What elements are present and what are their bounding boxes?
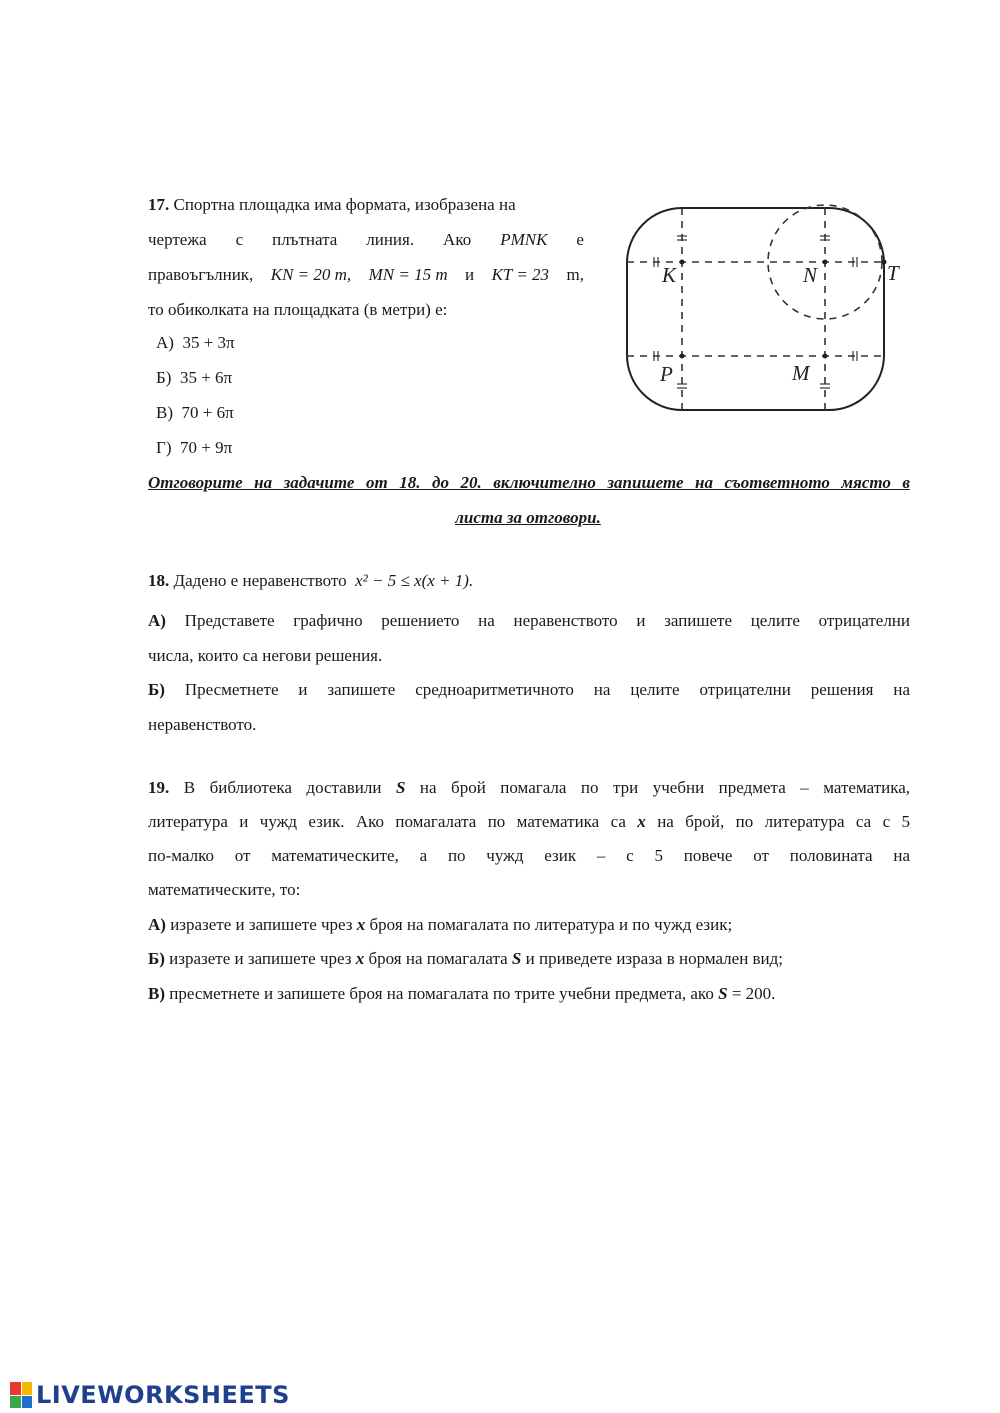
task17-word: с — [235, 230, 244, 249]
option-value: 35 + 6π — [179, 368, 233, 387]
point-t — [882, 260, 887, 265]
task19-b — [148, 948, 783, 970]
liveworksheets-logo[interactable] — [10, 1381, 290, 1409]
task19-text: и приведете израза в нормален вид; — [525, 949, 784, 968]
task17-option-c[interactable] — [156, 402, 234, 424]
task17-number: 17. — [148, 195, 170, 214]
task19-var-x: x — [637, 812, 646, 831]
point-n — [823, 260, 828, 265]
sports-field-diagram — [620, 200, 920, 420]
point-p — [680, 354, 685, 359]
task18-formula: x² − 5 ≤ x(x + 1). — [355, 571, 474, 590]
task17-option-b[interactable] — [156, 367, 232, 389]
task19-var-x: x — [356, 915, 366, 934]
option-value: 35 + 3π — [182, 333, 235, 352]
task18-b-label: Б) — [148, 680, 165, 699]
label-t: T — [887, 261, 899, 285]
task19-line2 — [148, 811, 910, 833]
task19-text: литература и чужд език. Ако помагалата по математика са — [148, 812, 626, 831]
option-label: Г) — [156, 438, 172, 457]
answers-note-line1: Отговорите на задачите от 18. до 20. включително запишете на съответното място в — [148, 473, 910, 492]
answers-note-line2: листа за отговори. — [455, 508, 601, 527]
task17-kt: KT = 23 — [491, 265, 550, 284]
task17-line1 — [148, 194, 516, 216]
task19-line1 — [148, 777, 910, 799]
task17-option-d[interactable] — [156, 437, 232, 459]
task17-word: и — [465, 265, 475, 284]
point-m — [823, 354, 828, 359]
task19-text: броя на помагалата — [368, 949, 508, 968]
task17-line3 — [148, 264, 584, 286]
task19-text: пресметнете и запишете броя на помагалата по трите учебни предмета, ако — [169, 984, 714, 1003]
option-label: А) — [156, 333, 174, 352]
task17-word: е — [576, 230, 584, 249]
task19-a-label: А) — [148, 915, 166, 934]
task18-a-label: А) — [148, 611, 166, 630]
task19-number: 19. — [148, 778, 170, 797]
task19-var-s: S — [718, 984, 728, 1003]
task18-b-text: Пресметнете и запишете средноаритметичното на целите отрицателни решения на — [184, 680, 911, 699]
task17-word: Ако — [443, 230, 472, 249]
option-label: Б) — [156, 368, 172, 387]
task18-b-line1 — [148, 679, 910, 701]
option-label: В) — [156, 403, 173, 422]
task19-b-label: Б) — [148, 949, 165, 968]
task19-var-s: S — [395, 778, 406, 797]
task19-var-x: x — [355, 949, 365, 968]
task18-intro: Дадено е неравенството — [173, 571, 347, 590]
task17-word: линия. — [366, 230, 415, 249]
task17-word: m, — [566, 265, 584, 284]
task19-c — [148, 983, 775, 1005]
task19-var-s: S — [511, 949, 522, 968]
task19-c-label: В) — [148, 984, 165, 1003]
task19-text: на брой помагала по три учебни предмета – математика, — [419, 778, 911, 797]
logo-text: LIVEWORKSHEETS — [36, 1381, 290, 1409]
task17-line2 — [148, 229, 584, 251]
task19-a — [148, 914, 732, 936]
task19-text: = 200. — [731, 984, 776, 1003]
task19-line4: математическите, то: — [148, 880, 301, 899]
task18-a-line2: числа, които са негови решения. — [148, 646, 383, 665]
label-n: N — [803, 263, 818, 287]
task18-a-line1 — [148, 610, 910, 632]
label-p: P — [660, 362, 673, 386]
task17-text-1: Спортна площадка има формата, изобразена на — [173, 195, 516, 214]
task17-rect-name: PMNK — [500, 230, 548, 249]
task19-text: на брой, по литература са с 5 — [657, 812, 910, 831]
task18-a-text: Представете графично решението на неравенството и запишете целите отрицателни — [184, 611, 910, 630]
task17-word: плътната — [272, 230, 338, 249]
task17-word: чертежа — [148, 230, 207, 249]
point-k — [680, 260, 685, 265]
task19-text: изразете и запишете чрез — [170, 915, 353, 934]
task19-line3: по-малко от математическите, а по чужд език – с 5 повече от половината на — [148, 846, 910, 865]
option-value: 70 + 9π — [180, 438, 233, 457]
logo-mark-icon — [10, 1382, 32, 1408]
task19-text: броя на помагалата по литература и по чужд език; — [369, 915, 733, 934]
task17-line4: то обиколката на площадката (в метри) е: — [148, 300, 448, 319]
task17-kn: KN = 20 m, — [270, 265, 352, 284]
task17-word: правоъгълник, — [148, 265, 254, 284]
option-value: 70 + 6π — [181, 403, 234, 422]
task18-number: 18. — [148, 571, 170, 590]
task19-text: изразете и запишете чрез — [169, 949, 352, 968]
task17-mn: MN = 15 m — [368, 265, 448, 284]
task19-text: В библиотека доставили — [183, 778, 382, 797]
task18-b-line2: неравенството. — [148, 715, 257, 734]
label-m: M — [792, 361, 810, 385]
task17-option-a[interactable] — [156, 332, 235, 354]
task18-line1 — [148, 570, 473, 592]
label-k: K — [662, 263, 677, 287]
